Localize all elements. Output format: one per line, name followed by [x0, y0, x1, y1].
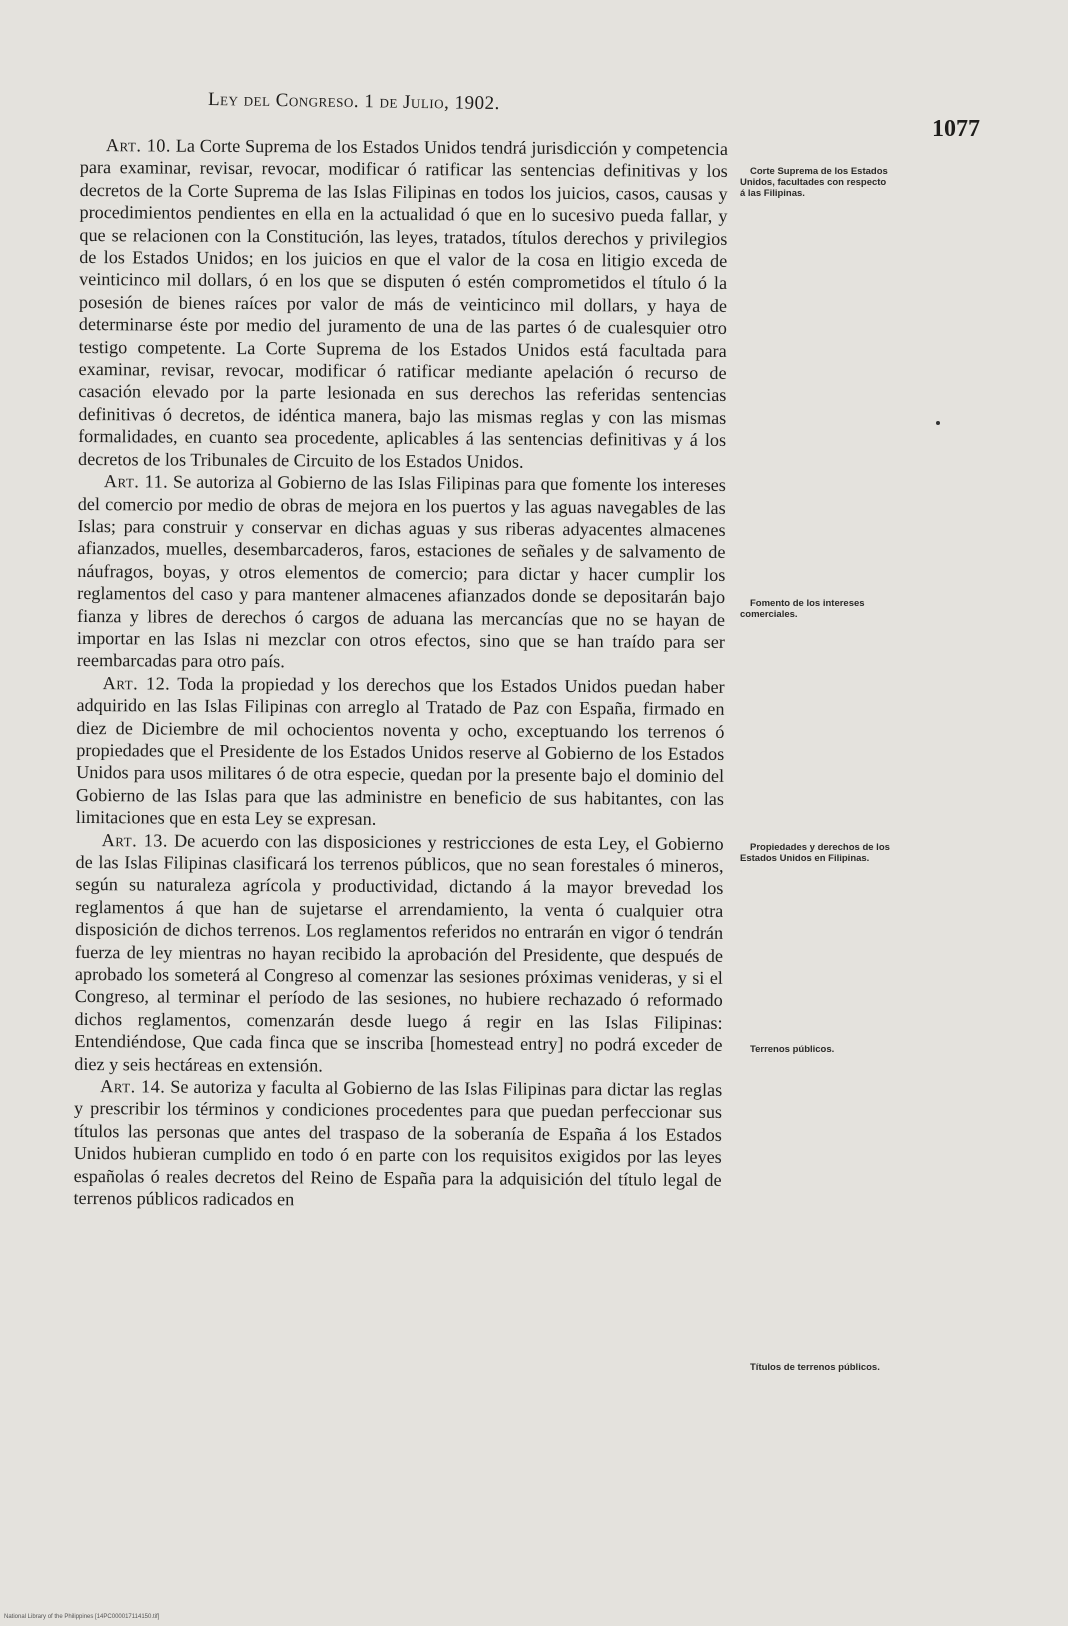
- article-14: [73, 1075, 722, 1213]
- article-10: [78, 134, 728, 474]
- margin-note-terrenos-publicos: Terrenos públicos.: [750, 1044, 835, 1055]
- article-text: Toda la propiedad y los derechos que los Estados Unidos puedan haber adquirido en las Islas Filipinas con arreglo al Tratado de Paz con España, firmado en diez de Diciembre de mil ochocientos noventa y ocho, exceptuando los terrenos ó propiedades que el Presidente de los Estados Unidos reserve al Gobierno de los Estados Unidos para usos militares ó de otra especie, quedan por la presente bajo el dominio del Gobierno de las Islas para que las administre en beneficio de sus habitantes, con las limitaciones que en esta Ley se expresan.: [75, 673, 725, 830]
- article-label: Art. 11.: [103, 471, 169, 492]
- margin-note-propiedades: Propiedades y derechos de los Estados Unidos en Filipinas.: [740, 842, 890, 864]
- article-text: Se autoriza y faculta al Gobierno de las Islas Filipinas para dictar las reglas y prescribir los términos y condiciones procedentes para que puedan perfeccionar sus títulos las personas que antes del traspaso de la soberanía de España á los Estados Unidos hubieran cumplido en todo ó en parte con los requisitos exigidos por las leyes españolas ó reales decretos del Reino de España para la adquisición del título legal de terrenos públicos radicados en: [73, 1076, 723, 1210]
- article-text: Se autoriza al Gobierno de las Islas Filipinas para que fomente los intereses del comercio por medio de obras de mejora en los puertos y las aguas navegables de las Islas; para construir y conservar en dichas aguas y sus riberas adyacentes almacenes afianzados, muelles, desembarcaderos, faros, estaciones de señales y de salvamento de náufragos, boyas, y otros elementos de comercio; para dictar y hacer cumplir los reglamentos del caso y para mantener almacenes afianzados donde se depositarán bajo fianza y libres de derechos ó cargos de aduana las mercancías que no se hayan de importar en las Islas ni mezclar con otros efectos, sino que se han traído para ser reembarcadas para otro país.: [76, 471, 726, 672]
- page-number: 1077: [932, 116, 980, 142]
- article-label: Art. 12.: [102, 672, 171, 694]
- body-text: [73, 134, 728, 1213]
- article-11: [77, 470, 726, 676]
- article-text: La Corte Suprema de los Estados Unidos tendrá jurisdicción y competencia para examinar, revisar, revocar, modificar ó ratificar las sentencias definitivas y los decretos de la Corte Suprema de las Islas Filipinas en todos los juicios, casos, causas y procedimientos pendientes en ella en la actualidad ó que en lo sucesivo pueda fallar, y que se relacionen con la Constitución, las leyes, tratados, títulos derechos y privilegios de los Estados Unidos; en los juicios en que el valor de la cosa en litigio exceda de veinticinco mil dollars, ó en los que se disputen ó estén comprometidos el título ó la posesión de bienes raíces por valor de más de veinticinco mil dollars, y haya de determinarse éste por medio del juramento de una de las partes ó de cualesquier otro testigo competente. La Corte Suprema de los Estados Unidos está facultada para examinar, revisar, revocar, modificar ó ratificar mediante apelación ó recurso de casación elevado por la parte lesionada en sus derechos las referidas sentencias definitivas ó decretos, de idéntica manera, bajo las mismas reglas y con las mismas formalidades, en cuanto sea procedente, aplicables á las sentencias definitivas y á los decretos de los Tribunales de Circuito de los Estados Unidos.: [77, 135, 728, 472]
- article-13: [74, 829, 723, 1079]
- ink-speck: [936, 421, 940, 425]
- article-text: De acuerdo con las disposiciones y restricciones de esta Ley, el Gobierno de las Islas Filipinas clasificará los terrenos públicos, que no sean forestales ó mineros, según su naturaleza agrícola y productividad, dictando á la mayor brevedad los reglamentos á que han de sujetarse el arrendamiento, la venta ó cualquier otra disposición de dichos terrenos. Los reglamentos referidos no entrarán en vigor ó tendrán fuerza de ley mientras no hayan recibido la aprobación del Presidente, que después de aprobado los someterá al Congreso al comenzar las sesiones próximas venideras, y si el Congreso, al terminar el período de las sesiones, no hubiere rechazado ó reformado dichos reglamentos, comenzarán desde luego á regir en las Islas Filipinas: Entendiéndose, Que cada finca que se inscriba [homestead entry] no podrá exceder de diez y seis hectáreas en extensión.: [74, 830, 724, 1076]
- article-12: [76, 672, 725, 833]
- article-label: Art. 13.: [101, 829, 169, 851]
- margin-note-titulos: Títulos de terrenos públicos.: [750, 1362, 880, 1373]
- running-head: Ley del Congreso. 1 de Julio, 1902.: [207, 88, 500, 115]
- margin-note-fomento: Fomento de los intereses comerciales.: [740, 598, 865, 620]
- article-label: Art. 14.: [100, 1076, 166, 1097]
- margin-note-corte-suprema: Corte Suprema de los Estados Unidos, facultades con respecto á las Filipinas.: [740, 166, 888, 199]
- article-label: Art. 10.: [105, 135, 172, 156]
- scan-footer: National Library of the Philippines [14PC000017114150.tif]: [4, 1614, 160, 1620]
